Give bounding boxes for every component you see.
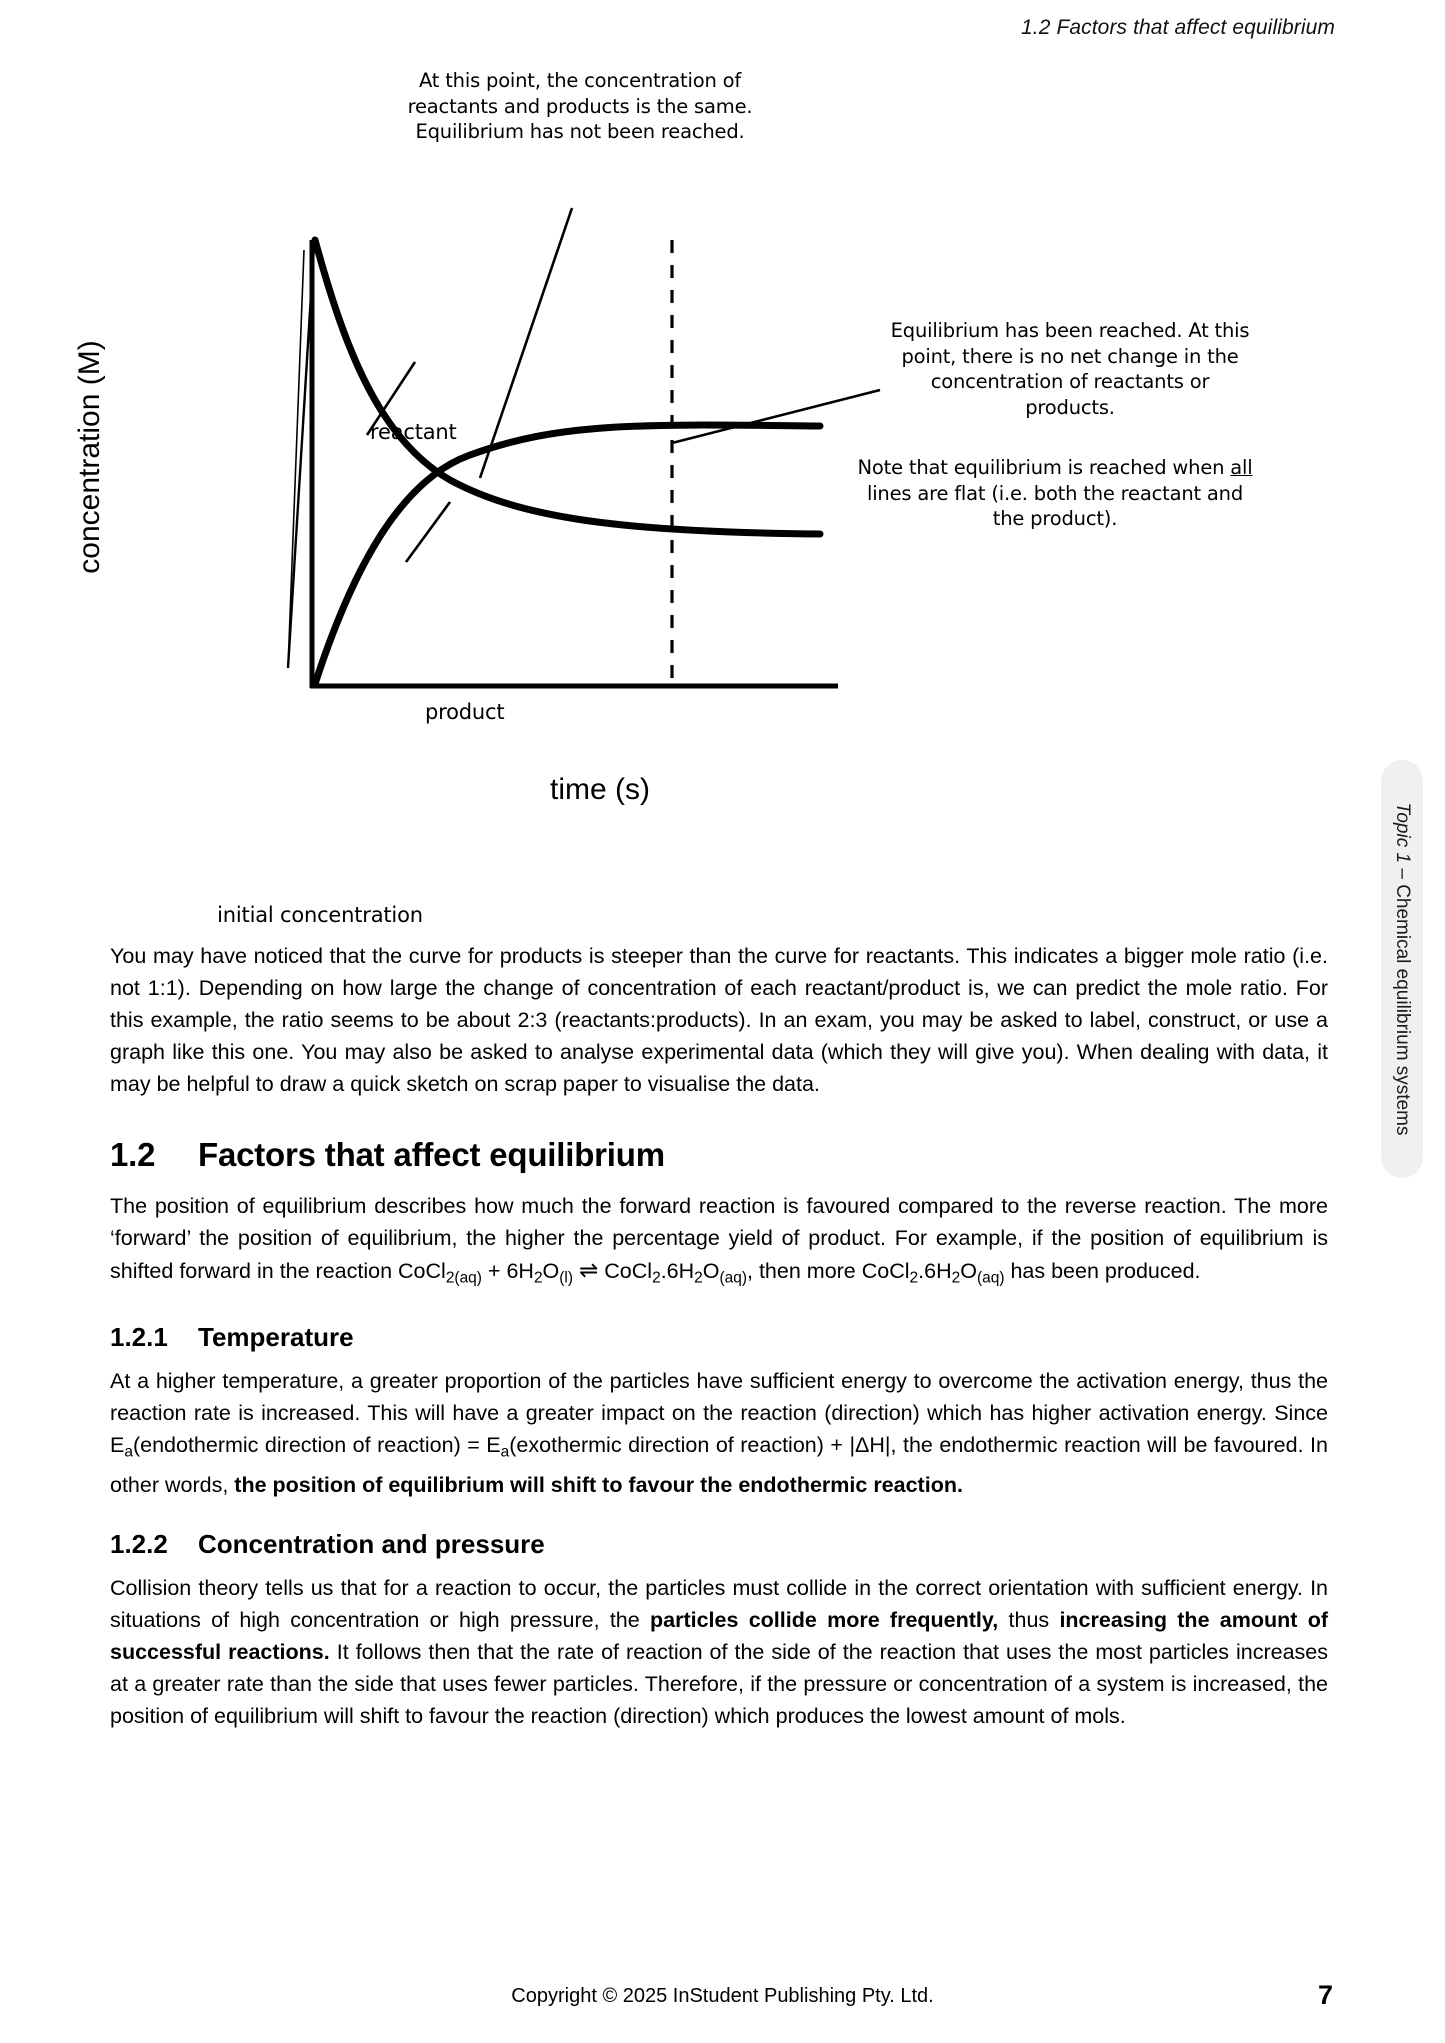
paragraph-temperature-a: At a higher temperature, a greater proportion of the particles have sufficient energy to overcome the activation energy, thus the reaction rate is increased. This will have a greater impact on the reaction (direction) which has higher activation energy. Since E <box>110 1369 1328 1458</box>
annotation-all-lines-flat-underlined: all <box>1230 456 1253 479</box>
x-axis-label: time (s) <box>550 773 650 806</box>
annotation-all-lines-flat <box>855 455 1255 532</box>
product-curve <box>315 425 820 684</box>
heading-1-2-number: 1.2 <box>110 1136 156 1173</box>
topic-side-tab-number: Topic 1 <box>1392 802 1413 864</box>
leader-line-equilibrium-note <box>672 390 880 443</box>
heading-1-2-2-number: 1.2.2 <box>110 1528 168 1559</box>
equilibrium-concentration-graph <box>0 50 1340 930</box>
equation-product-1: $CoCl_2.6H_2O_{(aq)}$ <box>604 1259 748 1287</box>
reactant-curve <box>315 240 820 534</box>
leader-line-product <box>406 502 450 562</box>
footer-page-number: 7 <box>1317 1980 1333 2010</box>
footer-copyright: Copyright © 2025 InStudent Publishing Pty. Ltd. <box>511 1985 934 2007</box>
annotation-all-lines-flat-part1: Note that equilibrium is reached when <box>857 456 1231 479</box>
curve-label-reactant: reactant <box>370 420 457 444</box>
paragraph-temperature-bold: the position of equilibrium will shift to favour the endothermic reaction. <box>234 1472 963 1497</box>
paragraph-concentration-pressure <box>110 1572 1328 1732</box>
paragraph-cp-b: thus <box>998 1607 1060 1632</box>
paragraph-cp-bold-2: increasing the amount of successful reactions. <box>110 1607 1329 1664</box>
topic-side-tab-title: Chemical equilibrium systems <box>1392 884 1413 1136</box>
paragraph-mole-ratio: You may have noticed that the curve for products is steeper than the curve for reactants. This indicates a bigger mole ratio (i.e. not 1:1). Depending on how large the change of concentration of each reactant/product is, we can predict the mole ratio. For this example, the ratio seems to be about 2:3 (reactants:products). In an exam, you may be asked to label, construct, or use a graph like this one. You may also be asked to analyse experimental data (which they will give you). When dealing with data, it may be helpful to draw a quick sketch on scrap paper to visualise the data. <box>110 944 1328 1096</box>
heading-1-2-1-number: 1.2.1 <box>110 1322 168 1353</box>
heading-1-2-title: Factors that affect equilibrium <box>198 1136 665 1173</box>
paragraph-cp-a: Collision theory tells us that for a reaction to occur, the particles must collide in the correct orientation with sufficient energy. In situations of high concentration or high pressure, the <box>110 1575 1328 1632</box>
curve-label-product: product <box>425 700 505 724</box>
paragraph-temperature-c: (exothermic direction of reaction) + |ΔH|, the endothermic reaction will be favoured. In other words, <box>110 1433 1328 1497</box>
subscript-a-2: a <box>500 1443 510 1461</box>
equation-product-2: $CoCl_2.6H_2O_{(aq)}$ <box>861 1259 1005 1287</box>
paragraph-cp-c: It follows then that the rate of reaction of the side of the reaction that uses the most particles increases at a greater rate than the side that uses fewer particles. Therefore, if the pressure or concentration of a system is increased, the position of equilibrium will shift to favour the reaction (direction) which produces the lowest amount of mols. <box>110 1639 1329 1728</box>
subscript-a-1: a <box>124 1443 133 1461</box>
heading-1-2-2-title: Concentration and pressure <box>198 1528 545 1559</box>
topic-side-tab-label <box>1391 764 1413 1174</box>
paragraph-temperature <box>110 1365 1328 1500</box>
paragraph-position-part2: , then more <box>747 1259 862 1283</box>
paragraph-temperature-b: (endothermic direction of reaction) = E <box>132 1433 501 1458</box>
annotation-equilibrium-reached: Equilibrium has been reached. At this point, there is no net change in the concentration of reactants or products. <box>890 319 1250 419</box>
topic-side-tab-separator: – <box>1392 863 1413 885</box>
equation-reactants: CoCl$_{2(aq)}$ + $6H_2O_{(l)}$ <box>398 1259 574 1287</box>
paragraph-position-part1: The position of equilibrium describes how much the forward reaction is favoured compared to the reverse reaction. The more ‘forward’ the position of equilibrium, the higher the percentage yield of product. For example, if the position of equilibrium is shifted forward in the reaction <box>110 1194 1328 1283</box>
annotation-intersection-note: At this point, the concentration of reactants and products is the same. Equilibrium has not been reached. <box>407 69 753 143</box>
equilibrium-arrow-icon: ⇌ <box>579 1257 599 1283</box>
heading-1-2-1 <box>110 1322 1328 1353</box>
paragraph-position-of-equilibrium <box>110 1190 1328 1294</box>
heading-1-2-2 <box>110 1529 1328 1560</box>
annotation-all-lines-flat-part2: lines are flat (i.e. both the reactant and the product). <box>866 481 1244 530</box>
paragraph-cp-bold-1: particles collide more frequently, <box>649 1607 999 1632</box>
label-initial-concentration: initial concentration <box>217 903 423 927</box>
running-header: 1.2 Factors that affect equilibrium <box>1021 16 1335 39</box>
paragraph-position-part3: has been produced. <box>1004 1259 1201 1283</box>
y-axis-label: concentration (M) <box>73 340 106 574</box>
heading-1-2-1-title: Temperature <box>198 1322 354 1353</box>
article-body <box>110 940 1328 1732</box>
topic-side-tab <box>1381 760 1423 1178</box>
heading-1-2 <box>110 1136 1328 1174</box>
